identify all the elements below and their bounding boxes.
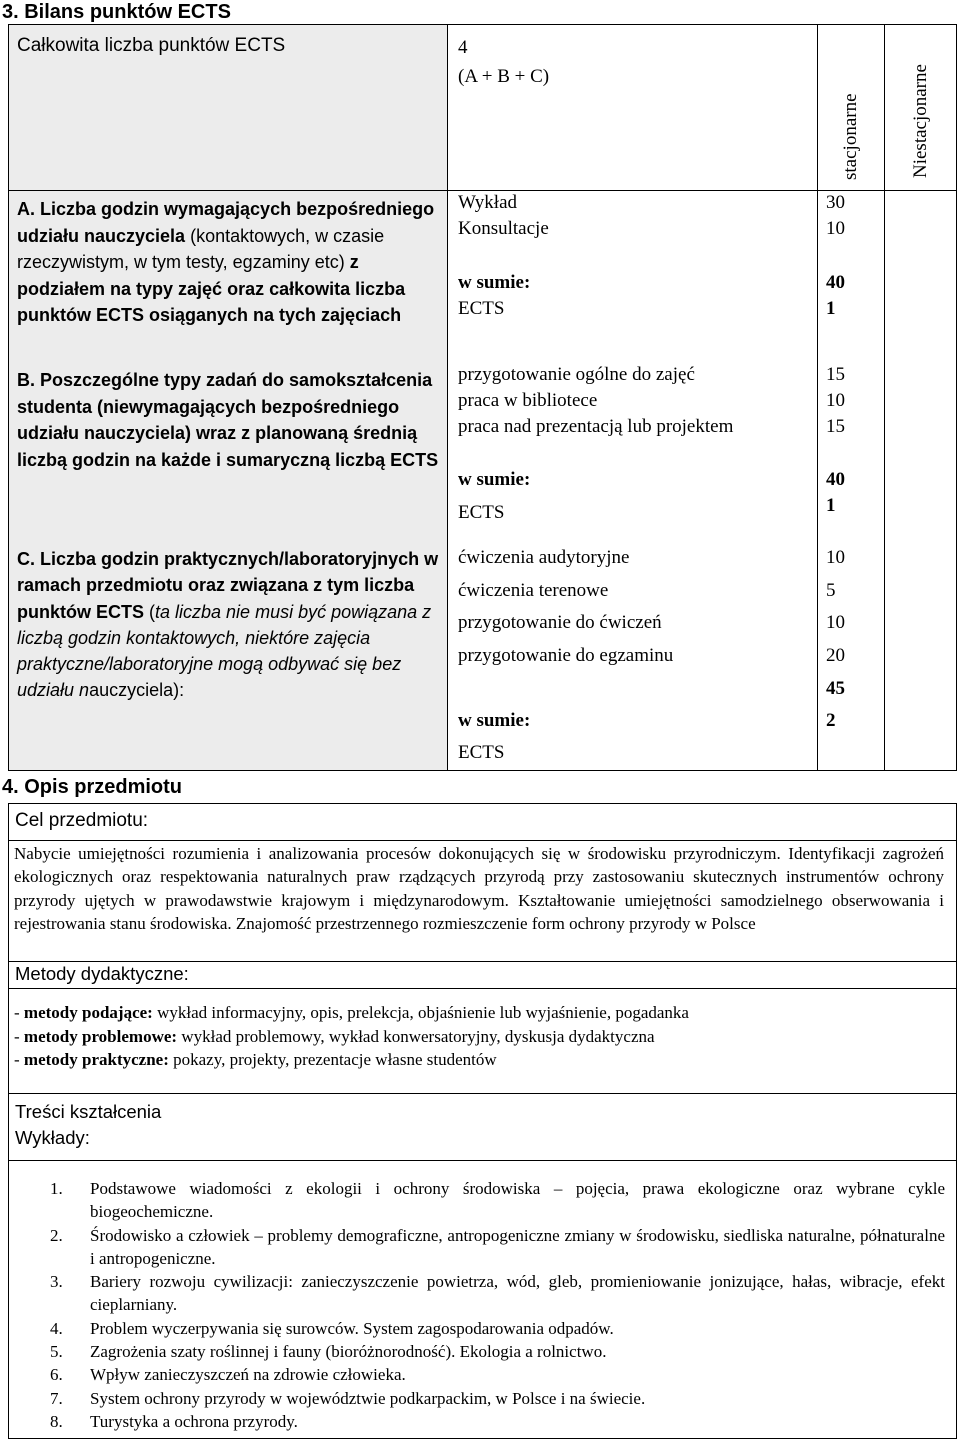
- row-b-sum-value: 40: [826, 469, 845, 490]
- row-c-item-value: 10: [826, 612, 845, 633]
- row-c-item-label: przygotowanie do egzaminu: [458, 645, 674, 666]
- row-b-sum-label: w sumie:: [458, 469, 531, 490]
- lecture-item: 7. System ochrony przyrody w województwie podkarpackim, w Polsce i na świecie.: [50, 1388, 646, 1408]
- row-b-item-value: 15: [826, 364, 845, 385]
- row-b-ects-label: ECTS: [458, 502, 505, 523]
- row-c-ects-value: 2: [826, 710, 836, 731]
- row-b-item-label: przygotowanie ogólne do zajęć: [458, 364, 695, 385]
- methods-list: [14, 1001, 689, 1072]
- lectures-list: [50, 1177, 945, 1433]
- lecture-item: 6. Wpływ zanieczyszczeń na zdrowie człowieka.: [50, 1365, 406, 1385]
- row-a-ects-label: ECTS: [458, 298, 505, 319]
- column-header-stationary: stacjonarne: [840, 93, 861, 180]
- row-b-item-value: 15: [826, 416, 845, 437]
- column-header-nonstationary: Niestacjonarne: [910, 64, 931, 178]
- row-a-item-label: Wykład: [458, 192, 518, 213]
- goal-text: Nabycie umiejętności rozumienia i analizowania procesów dokonujących się w środowisku przyrodniczym. Identyfikacji zagrożeń ekologicznych oraz respektowania naturalnych praw rządzących przyrodą przy zastosowaniu skutecznych instrumentów ochrony przyrody ujętych w prawodawstwie krajowym i międzynarodowym. Kształtowanie umiejętności samodzielnego obserwowania i rejestrowania stanu środowiska. Znajomość przestrzennego rozmieszczenie form ochrony przyrody w Polsce: [14, 844, 944, 934]
- goal-label: Cel przedmiotu:: [15, 810, 149, 831]
- section-3-heading: 3. Bilans punktów ECTS: [2, 1, 231, 23]
- row-b-item-label: praca w bibliotece: [458, 390, 598, 411]
- total-ects-label: Całkowita liczba punktów ECTS: [17, 35, 286, 56]
- row-b-item-label: praca nad prezentacją lub projektem: [458, 416, 734, 437]
- row-a-sum-label: w sumie:: [458, 272, 531, 293]
- total-ects-value: 4: [458, 37, 468, 58]
- row-c-description: C. Liczba godzin praktycznych/laboratoryjnych w ramach przedmiotu oraz związana z tym liczba punktów ECTS (ta liczba nie musi być powiązana z liczbą godzin kontaktowych, niektóre zajęcia praktyczne/laboratoryjne mogą odbywać się bez udziału nauczyciela):: [17, 549, 439, 701]
- lecture-item: 1. Podstawowe wiadomości z ekologii i ochrony środowiska – pojęcia, prawa ekologiczne oraz wybrane cykle biogeochemiczne.: [50, 1179, 945, 1222]
- row-c-sum-label: w sumie:: [458, 710, 531, 731]
- row-a-item-label: Konsultacje: [458, 218, 549, 239]
- content-label: Treści kształcenia: [15, 1101, 162, 1122]
- row-a-item-value: 10: [826, 218, 845, 239]
- total-ects-formula: (A + B + C): [458, 66, 550, 87]
- row-c-ects-label: ECTS: [458, 742, 505, 763]
- lecture-item: 5. Zagrożenia szaty roślinnej i fauny (bioróżnorodność). Ekologia a rolnictwo.: [50, 1342, 607, 1362]
- method-item: - metody podające: wykład informacyjny, opis, prelekcja, objaśnienie lub wyjaśnienie, pogadanka: [14, 1003, 689, 1022]
- lecture-item: 3. Bariery rozwoju cywilizacji: zanieczyszczenie powietrza, wód, gleb, promieniowanie jonizujące, hałas, wibracje, efekt cieplarniany.: [50, 1272, 945, 1315]
- lecture-item: 2. Środowisko a człowiek – problemy demograficzne, antropogeniczne zmiany w środowisku, siedliska naturalne, półnaturalne i antropogeniczne.: [50, 1225, 945, 1268]
- row-c-item-label: przygotowanie do ćwiczeń: [458, 612, 662, 633]
- row-c-item-value: 5: [826, 580, 836, 601]
- row-c-item-value: 20: [826, 645, 845, 666]
- row-b-ects-value: 1: [826, 495, 836, 516]
- row-c-item-value: 10: [826, 547, 845, 568]
- methods-label: Metody dydaktyczne:: [15, 963, 189, 984]
- row-a-ects-value: 1: [826, 298, 836, 319]
- lectures-label: Wykłady:: [15, 1127, 90, 1148]
- row-c-item-label: ćwiczenia terenowe: [458, 580, 609, 601]
- row-c-sum-value: 45: [826, 678, 845, 699]
- row-a-item-value: 30: [826, 192, 845, 213]
- row-b-description: B. Poszczególne typy zadań do samokształcenia studenta (niewymagających bezpośredniego udziału nauczyciela) wraz z planowaną średnią liczbą godzin na każde i sumaryczną liczbą ECTS: [17, 370, 439, 470]
- row-a-sum-value: 40: [826, 272, 845, 293]
- method-item: - metody problemowe: wykład problemowy, wykład konwersatoryjny, dyskusja dydaktyczna: [14, 1026, 655, 1046]
- row-c-item-label: ćwiczenia audytoryjne: [458, 547, 630, 568]
- row-b-item-value: 10: [826, 390, 845, 411]
- row-a-description: A. Liczba godzin wymagających bezpośredniego udziału nauczyciela (kontaktowych, w czasie rzeczywistym, w tym testy, egzaminy etc) z podziałem na typy zajęć oraz całkowita liczba punktów ECTS osiąganych na tych zajęciach: [17, 199, 435, 325]
- section-4-heading: 4. Opis przedmiotu: [2, 776, 183, 798]
- method-item: - metody praktyczne: pokazy, projekty, prezentacje własne studentów: [14, 1050, 497, 1070]
- lecture-item: 8. Turystyka a ochrona przyrody.: [50, 1411, 298, 1431]
- lecture-item: 4. Problem wyczerpywania się surowców. System zagospodarowania odpadów.: [50, 1318, 614, 1338]
